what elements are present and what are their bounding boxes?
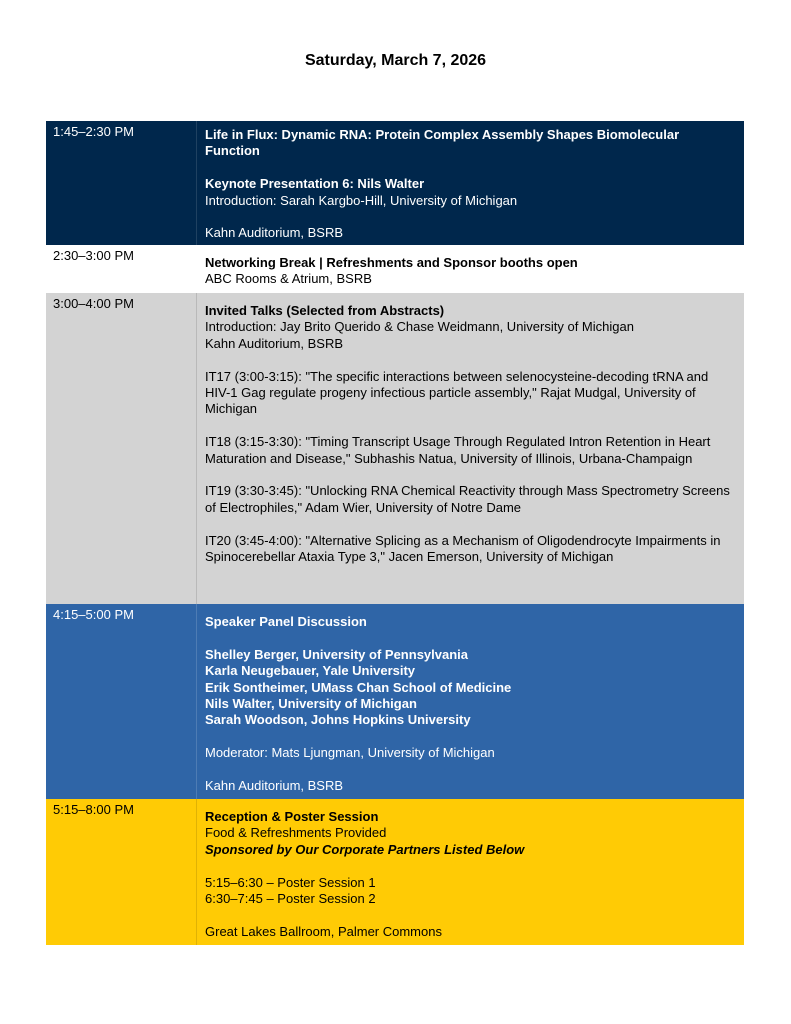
session-details <box>197 799 744 945</box>
session-location: Kahn Auditorium, BSRB <box>205 225 344 241</box>
panelist: Shelley Berger, University of Pennsylvania <box>205 646 469 662</box>
session-moderator: Moderator: Mats Ljungman, University of Michigan <box>205 745 495 761</box>
session-location: ABC Rooms & Atrium, BSRB <box>205 271 372 287</box>
session-location: Kahn Auditorium, BSRB <box>205 778 344 794</box>
talk-item: IT18 (3:15-3:30): "Timing Transcript Usage Through Regulated Intron Retention in Heart Maturation and Disease," Subhashis Natua, University of Illinois, Urbana-Champaign <box>205 434 711 466</box>
talk-item: IT20 (3:45-4:00): "Alternative Splicing as a Mechanism of Oligodendrocyte Impairments in Spinocerebellar Ataxia Type 3," Jacen Emerson, University of Michigan <box>205 532 721 565</box>
session-subtitle: Keynote Presentation 6: Nils Walter <box>205 176 425 192</box>
panelist: Sarah Woodson, Johns Hopkins University <box>205 712 471 728</box>
time-cell: 5:15–8:00 PM <box>46 799 197 945</box>
session-details <box>197 293 744 604</box>
poster-session-item: 6:30–7:45 – Poster Session 2 <box>205 891 376 907</box>
time-cell: 1:45–2:30 PM <box>46 121 197 245</box>
session-note: Food & Refreshments Provided <box>205 825 387 841</box>
talk-item: IT17 (3:00-3:15): "The specific interactions between selenocysteine-decoding tRNA and HIV-1 Gag regulate progeny infectious particle assembly," Rajat Mudgal, University of Michigan <box>205 368 709 417</box>
schedule-table <box>46 121 744 945</box>
session-title: Speaker Panel Discussion <box>205 614 367 629</box>
session-location: Kahn Auditorium, BSRB <box>205 335 344 351</box>
panelist: Erik Sontheimer, UMass Chan School of Medicine <box>205 679 512 695</box>
panelist: Nils Walter, University of Michigan <box>205 696 417 712</box>
panelist: Karla Neugebauer, Yale University <box>205 663 416 679</box>
schedule-row-reception <box>46 799 744 945</box>
session-location: Great Lakes Ballroom, Palmer Commons <box>205 923 442 939</box>
session-title: Invited Talks (Selected from Abstracts) <box>205 303 445 318</box>
session-title: Reception & Poster Session <box>205 809 379 824</box>
session-details <box>197 245 744 293</box>
session-title: Life in Flux: Dynamic RNA: Protein Complex Assembly Shapes Biomolecular Function <box>205 127 680 159</box>
talk-item: IT19 (3:30-3:45): "Unlocking RNA Chemical Reactivity through Mass Spectrometry Screens of Electrophiles," Adam Wier, University of Notre Dame <box>205 483 730 515</box>
session-title: Networking Break | Refreshments and Sponsor booths open <box>205 255 578 270</box>
session-details <box>197 604 744 799</box>
page-title: Saturday, March 7, 2026 <box>304 52 487 69</box>
schedule-row-break <box>46 245 744 293</box>
schedule-row-panel <box>46 604 744 799</box>
time-cell: 4:15–5:00 PM <box>46 604 197 799</box>
sponsor-note: Sponsored by Our Corporate Partners Listed Below <box>205 841 525 857</box>
time-cell: 3:00–4:00 PM <box>46 293 197 604</box>
session-introduction: Introduction: Jay Brito Querido & Chase Weidmann, University of Michigan <box>205 319 634 335</box>
schedule-row-invited-talks <box>46 293 744 604</box>
poster-session-item: 5:15–6:30 – Poster Session 1 <box>205 874 376 890</box>
session-introduction: Introduction: Sarah Kargbo-Hill, University of Michigan <box>205 192 518 208</box>
session-details <box>197 121 744 245</box>
schedule-row-keynote <box>46 121 744 245</box>
time-cell: 2:30–3:00 PM <box>53 248 134 263</box>
